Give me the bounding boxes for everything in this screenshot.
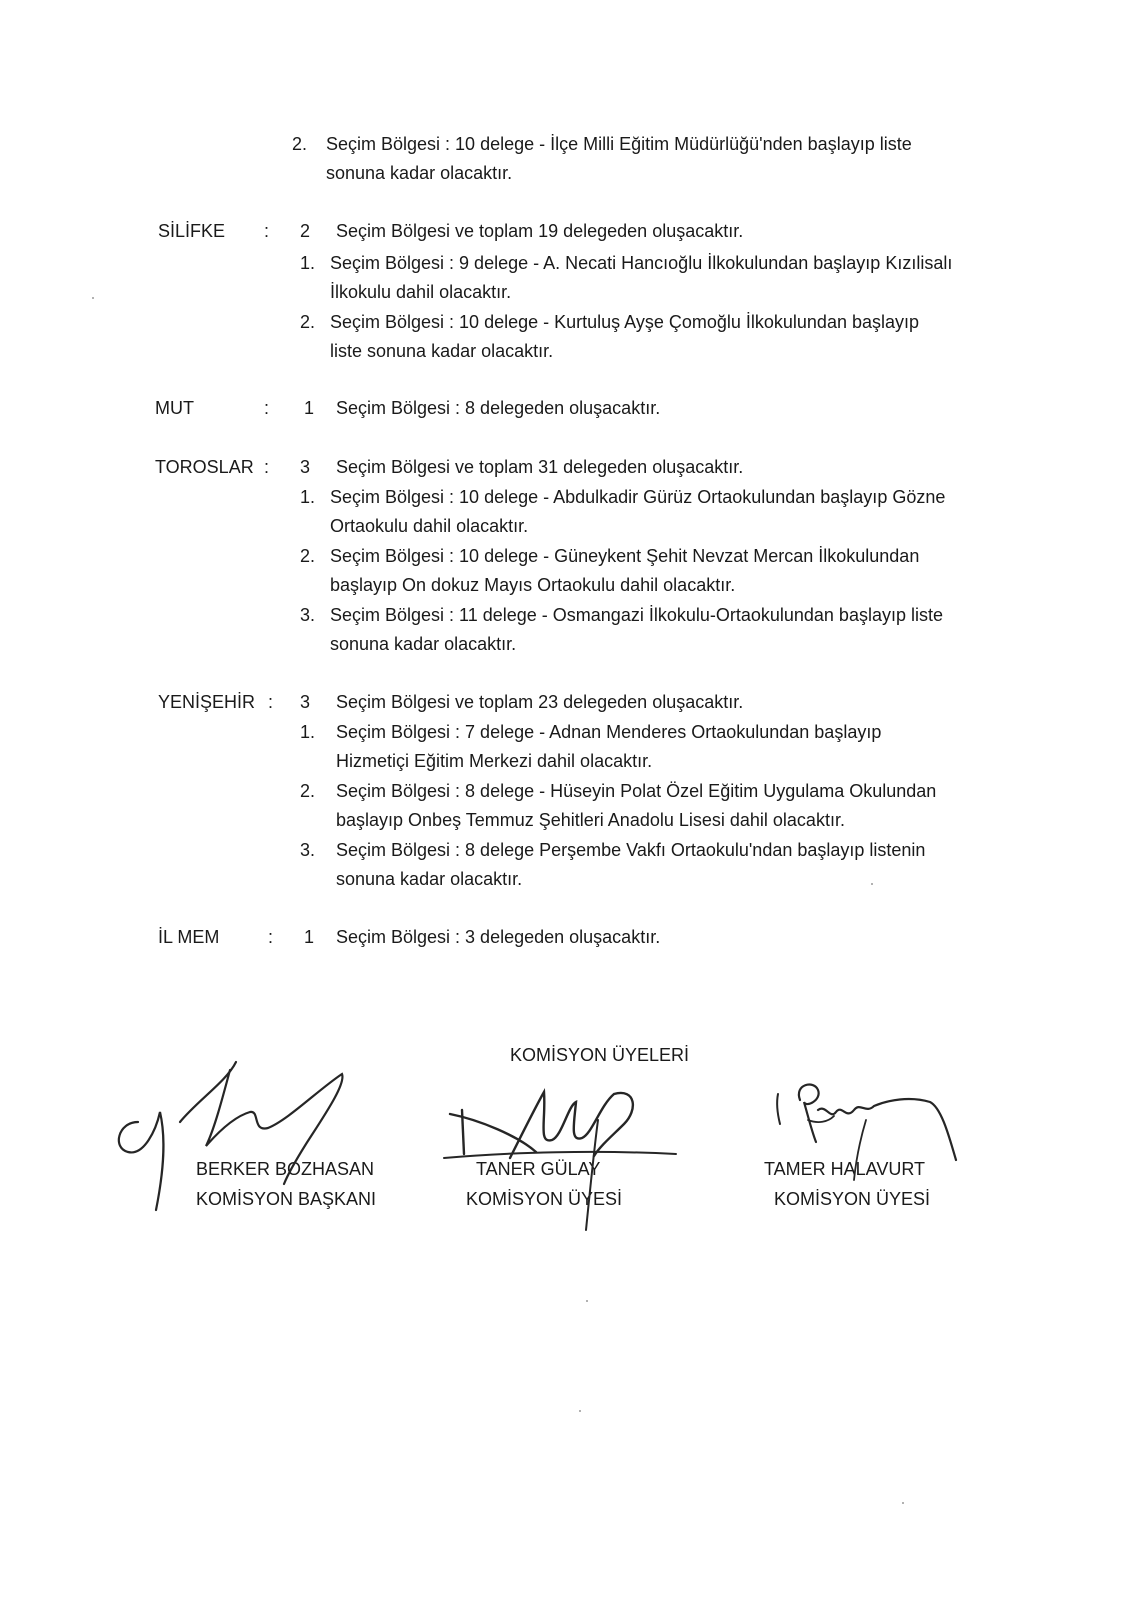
member-name: TAMER HALAVURT xyxy=(764,1159,926,1179)
scan-speck xyxy=(92,297,94,299)
district-summary-yenisehir: Seçim Bölgesi ve toplam 23 delegeden oluşacaktır. xyxy=(336,692,744,712)
district-name-mut: MUT xyxy=(155,398,194,418)
member-role: KOMİSYON ÜYESİ xyxy=(466,1189,623,1209)
scan-speck xyxy=(579,1410,581,1412)
list-item-number: 1. xyxy=(300,722,316,742)
district-colon: : xyxy=(268,927,274,947)
district-count-mut: 1 xyxy=(304,398,315,418)
list-item-line2: İlkokulu dahil olacaktır. xyxy=(330,282,512,302)
list-item-line1: Seçim Bölgesi : 10 delege - Abdulkadir Gürüz Ortaokulundan başlayıp Gözne xyxy=(330,487,946,507)
scan-speck xyxy=(902,1502,904,1504)
district-summary-il-mem: Seçim Bölgesi : 3 delegeden oluşacaktır. xyxy=(336,927,661,947)
list-item-number: 2. xyxy=(300,546,316,566)
member-name: TANER GÜLAY xyxy=(476,1159,601,1179)
list-item-number: 3. xyxy=(300,605,316,625)
list-item-number: 1. xyxy=(300,253,316,273)
signature-berker-bozhasan xyxy=(110,1060,380,1225)
list-item-number: 2. xyxy=(300,312,316,332)
district-count-silifke: 2 xyxy=(300,221,311,241)
scan-speck xyxy=(586,1300,588,1302)
list-item-line1: Seçim Bölgesi : 11 delege - Osmangazi İlkokulu-Ortaokulundan başlayıp liste xyxy=(330,605,943,625)
member-name: BERKER BOZHASAN xyxy=(196,1159,375,1179)
list-item-number: 2. xyxy=(300,781,316,801)
member-role: KOMİSYON ÜYESİ xyxy=(774,1189,931,1209)
list-item-line2: başlayıp On dokuz Mayıs Ortaokulu dahil olacaktır. xyxy=(330,575,736,595)
district-name-yenisehir: YENİŞEHİR xyxy=(158,692,256,712)
list-item-line2: sonuna kadar olacaktır. xyxy=(336,869,523,889)
list-item-line1: Seçim Bölgesi : 10 delege - Kurtuluş Ayşe Çomoğlu İlkokulundan başlayıp xyxy=(330,312,920,332)
district-count-yenisehir: 3 xyxy=(300,692,311,712)
list-item-line2: sonuna kadar olacaktır. xyxy=(330,634,517,654)
list-item-line1: Seçim Bölgesi : 7 delege - Adnan Menderes Ortaokulundan başlayıp xyxy=(336,722,882,742)
district-colon: : xyxy=(264,398,270,418)
district-count-toroslar: 3 xyxy=(300,457,311,477)
continued-item-line1: Seçim Bölgesi : 10 delege - İlçe Milli Eğitim Müdürlüğü'nden başlayıp liste xyxy=(326,134,912,154)
list-item-line2: Hizmetiçi Eğitim Merkezi dahil olacaktır. xyxy=(336,751,653,771)
signature-tamer-halavurt xyxy=(770,1080,1000,1195)
district-colon: : xyxy=(264,221,270,241)
list-item-line2: liste sonuna kadar olacaktır. xyxy=(330,341,554,361)
list-item-line1: Seçim Bölgesi : 8 delege - Hüseyin Polat Özel Eğitim Uygulama Okulundan xyxy=(336,781,937,801)
list-item-line2: başlayıp Onbeş Temmuz Şehitleri Anadolu Lisesi dahil olacaktır. xyxy=(336,810,845,830)
member-role: KOMİSYON BAŞKANI xyxy=(196,1189,377,1209)
district-name-il-mem: İL MEM xyxy=(158,927,220,947)
list-item-number: 3. xyxy=(300,840,316,860)
commission-heading: KOMİSYON ÜYELERİ xyxy=(510,1045,690,1065)
district-summary-silifke: Seçim Bölgesi ve toplam 19 delegeden oluşacaktır. xyxy=(336,221,744,241)
list-item-number: 1. xyxy=(300,487,316,507)
list-item-line2: Ortaokulu dahil olacaktır. xyxy=(330,516,529,536)
list-item-line1: Seçim Bölgesi : 10 delege - Güneykent Şehit Nevzat Mercan İlkokulundan xyxy=(330,546,920,566)
list-item-line1: Seçim Bölgesi : 9 delege - A. Necati Hancıoğlu İlkokulundan başlayıp Kızılisalı xyxy=(330,253,953,273)
district-colon: : xyxy=(268,692,274,712)
district-name-silifke: SİLİFKE xyxy=(158,221,226,241)
district-name-toroslar: TOROSLAR xyxy=(155,457,254,477)
continued-item-number: 2. xyxy=(292,134,308,154)
district-summary-mut: Seçim Bölgesi : 8 delegeden oluşacaktır. xyxy=(336,398,661,418)
scan-speck xyxy=(871,883,873,885)
list-item-line1: Seçim Bölgesi : 8 delege Perşembe Vakfı Ortaokulu'ndan başlayıp listenin xyxy=(336,840,926,860)
district-colon: : xyxy=(264,457,270,477)
district-count-il-mem: 1 xyxy=(304,927,315,947)
district-summary-toroslar: Seçim Bölgesi ve toplam 31 delegeden oluşacaktır. xyxy=(336,457,744,477)
signature-taner-gulay xyxy=(440,1080,700,1245)
continued-item-line2: sonuna kadar olacaktır. xyxy=(326,163,513,183)
